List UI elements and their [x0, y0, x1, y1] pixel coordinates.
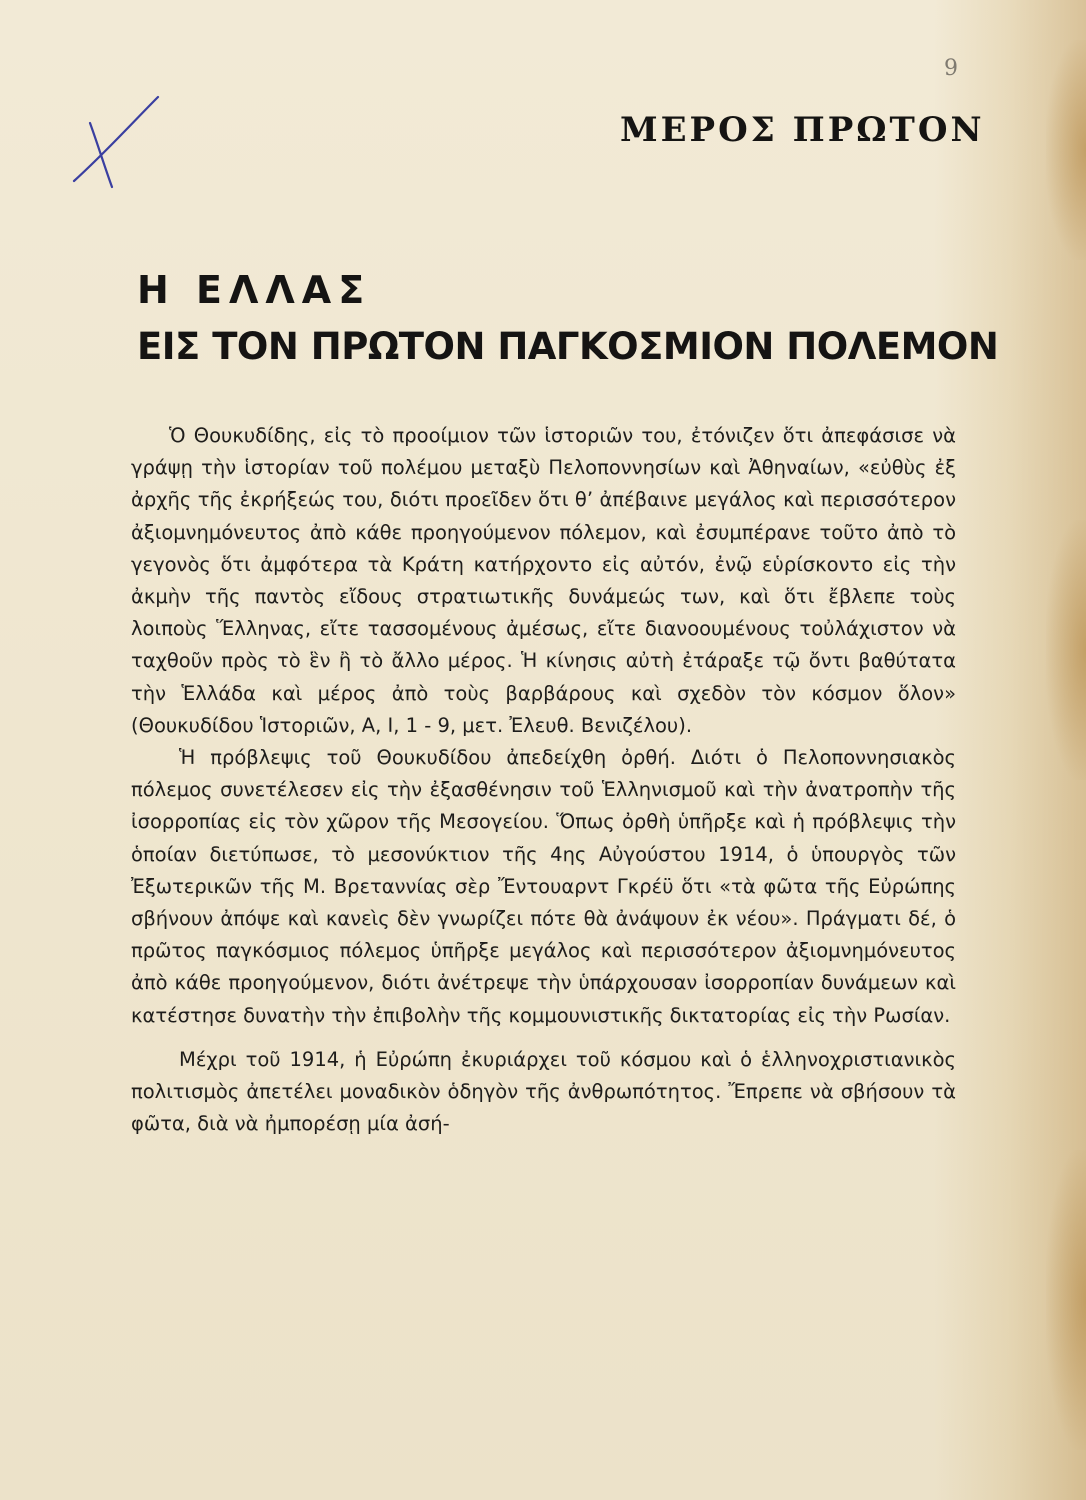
body-text	[131, 420, 956, 1140]
paper-stain	[1046, 40, 1086, 260]
chapter-title-line-1: Η ΕΛΛΑΣ	[137, 268, 372, 312]
page-number: 9	[944, 56, 958, 81]
part-title: ΜΕΡΟΣ ΠΡΩΤΟΝ	[620, 110, 985, 150]
paper-stain	[1046, 1150, 1086, 1450]
paragraph: Μέχρι τοῦ 1914, ἡ Εὐρώπη ἐκυριάρχει τοῦ κόσμου καὶ ὁ ἑλληνοχριστιανικὸς πολιτισμὸς ἀπετέλει μοναδικὸν ὁδηγὸν τῆς ἀνθρωπότητος. Ἔπρεπε νὰ σβήσουν τὰ φῶτα, διὰ νὰ ἠμπορέσῃ μία ἀσή-	[131, 1047, 956, 1136]
paper-stain	[1046, 520, 1086, 780]
pen-cross-mark-icon	[70, 95, 170, 195]
paragraph: Ὁ Θουκυδίδης, εἰς τὸ προοίμιον τῶν ἱστοριῶν του, ἐτόνιζεν ὅτι ἀπεφάσισε νὰ γράψῃ τὴν ἱστορίαν τοῦ πολέμου μεταξὺ Πελοποννησίων καὶ Ἀθηναίων, «εὐθὺς ἐξ ἀρχῆς τῆς ἐκρήξεώς του, διότι προεῖδεν ὅτι θ’ ἀπέβαινε μεγάλος καὶ περισσότερον ἀξιομνημόνευτος ἀπὸ κάθε προηγούμενον πόλεμον, καὶ ἐσυμπέρανε τοῦτο ἀπὸ τὸ γεγονὸς ὅτι ἀμφότερα τὰ Κράτη κατήρχοντο εἰς αὐτόν, ἐνῷ εὑρίσκοντο εἰς τὴν ἀκμὴν τῆς παντὸς εἴδους στρατιωτικῆς δυνάμεώς των, καὶ ὅτι ἔβλεπε τοὺς λοιποὺς Ἕλληνας, εἴτε τασσομένους ἀμέσως, εἴτε διανοουμένους τοὐλάχιστον νὰ ταχθοῦν πρὸς τὸ ἓν ἢ τὸ ἄλλο μέρος. Ἡ κίνησις αὐτὴ ἐτάραξε τῷ ὄντι βαθύτατα τὴν Ἑλλάδα καὶ μέρος ἀπὸ τοὺς βαρβάρους καὶ σχεδὸν τὸν κόσμον ὅλον» (Θουκυδίδου Ἱστοριῶν, Α, Ι, 1 - 9, μετ. Ἐλευθ. Βενιζέλου).	[131, 424, 956, 737]
paragraph: Ἡ πρόβλεψις τοῦ Θουκυδίδου ἀπεδείχθη ὀρθή. Διότι ὁ Πελοποννησιακὸς πόλεμος συνετέλεσεν εἰς τὴν ἐξασθένησιν τοῦ Ἑλληνισμοῦ καὶ τὴν ἀνατροπὴν τῆς ἰσορροπίας εἰς τὸν χῶρον τῆς Μεσογείου. Ὅπως ὀρθὴ ὑπῆρξε καὶ ἡ πρόβλεψις τὴν ὁποίαν διετύπωσε, τὸ μεσονύκτιον τῆς 4ης Αὐγούστου 1914, ὁ ὑπουργὸς τῶν Ἐξωτερικῶν τῆς Μ. Βρεταννίας σὲρ Ἔντουαρντ Γκρέϋ ὅτι «τὰ φῶτα τῆς Εὐρώπης σβήνουν ἀπόψε καὶ κανεὶς δὲν γνωρίζει πότε θὰ ἀνάψουν ἐκ νέου». Πράγματι δέ, ὁ πρῶτος παγκόσμιος πόλεμος ὑπῆρξε μεγάλος καὶ περισσότερον ἀξιομνημόνευτος ἀπὸ κάθε προηγούμενον, διότι ἀνέτρεψε τὴν ὑπάρχουσαν ἰσορροπίαν δυνάμεων καὶ κατέστησε δυνατὴν τὴν ἐπιβολὴν τῆς κομμουνιστικῆς δικτατορίας εἰς τὴν Ρωσίαν.	[131, 746, 956, 1027]
chapter-title-line-2: ΕΙΣ ΤΟΝ ΠΡΩΤΟΝ ΠΑΓΚΟΣΜΙΟΝ ΠΟΛΕΜΟΝ	[137, 325, 999, 368]
